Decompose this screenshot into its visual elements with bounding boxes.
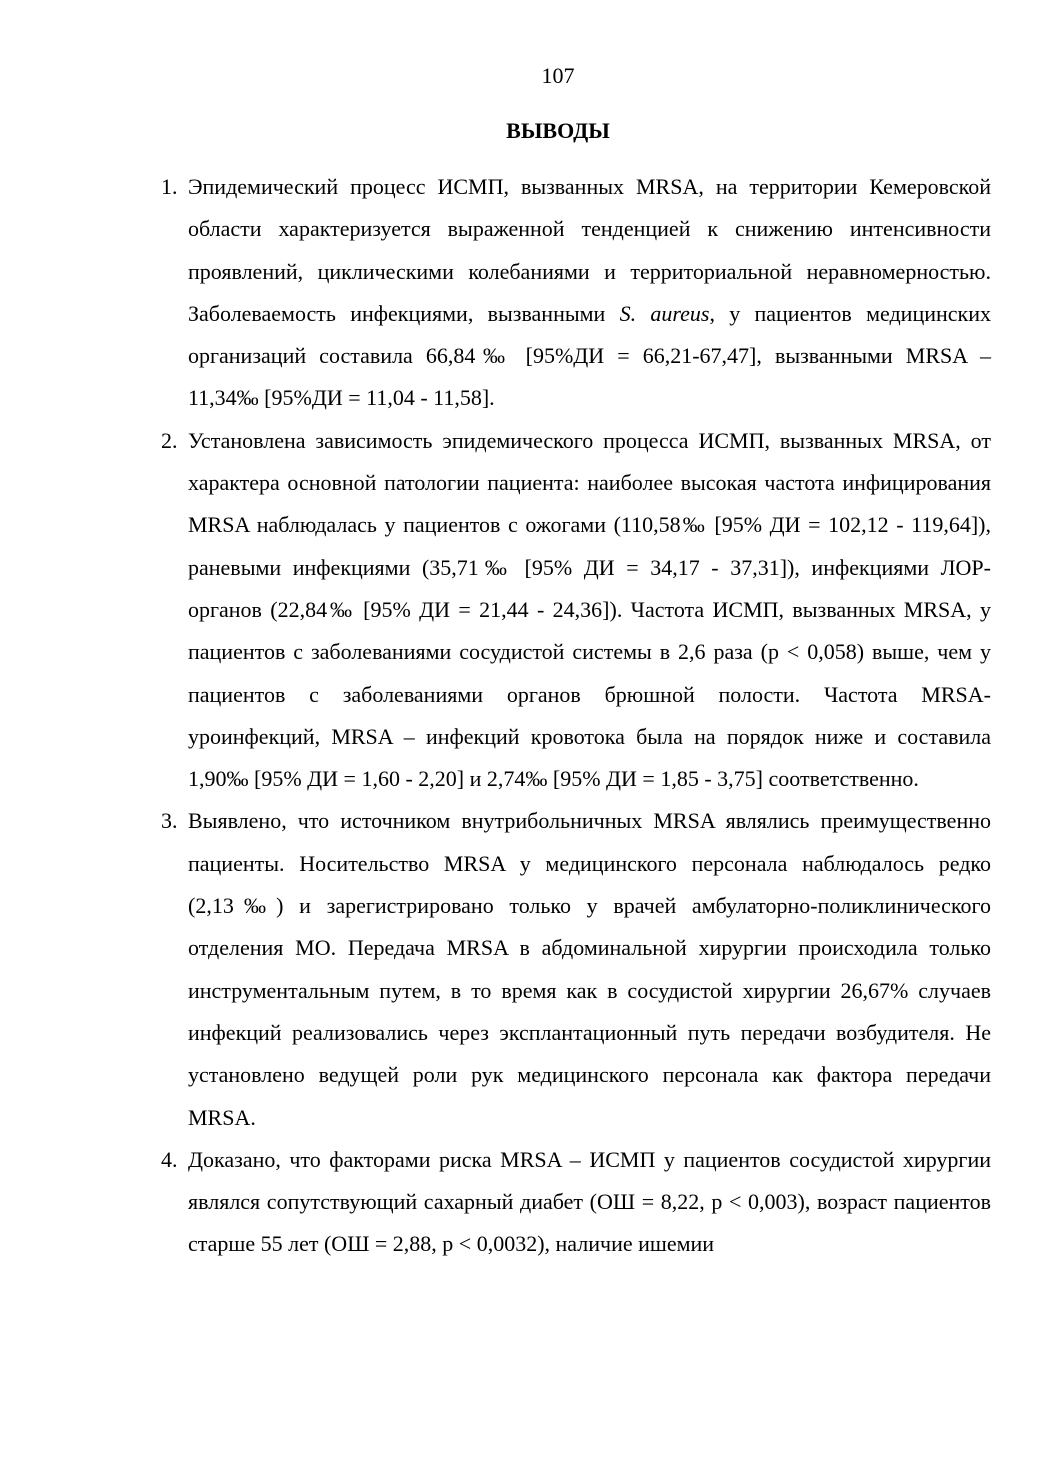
conclusion-number: 1. [161, 174, 178, 199]
conclusion-number: 4. [161, 1146, 178, 1172]
conclusion-item [161, 1139, 991, 1266]
conclusion-number: 3. [161, 808, 178, 834]
conclusion-text: Выявлено, что источником внутрибольничных MRSA являлись преимущественно пациенты. Носительство MRSA у медицинского персонала наблюдалось редко (2,13‰) и зарегистрировано только у врачей амбулаторно-поликлинического отделения МО. Передача MRSA в абдоминальной хирургии происходила только инструментальным путем, в то время как в сосудистой хирургии 26,67% случаев инфекций реализовались через эксплантационный путь передачи возбудителя. Не установлено ведущей роли рук медицинского персонала как фактора передачи MRSA. [188, 808, 991, 1130]
page-title: ВЫВОДЫ [506, 118, 610, 143]
conclusion-text-part: Эпидемический процесс ИСМП, вызванных MRSA, на территории Кемеровской области характеризуется выраженной тенденцией к снижению интенсивности проявлений, циклическими колебаниями и территориальной неравномерностью. Заболеваемость инфекциями, вызванными [188, 174, 991, 326]
conclusion-number: 2. [161, 427, 178, 453]
conclusion-text: Установлена зависимость эпидемического процесса ИСМП, вызванных MRSA, от характера основной патологии пациента: наиболее высокая частота инфицирования MRSA наблюдалась у пациентов с ожогами (110,58‰ [95% ДИ = 102,12 - 119,64]), раневыми инфекциями (35,71‰ [95% ДИ = 34,17 - 37,31]), инфекциями ЛОР-органов (22,84‰ [95% ДИ = 21,44 - 24,36]). Частота ИСМП, вызванных MRSA, у пациентов с заболеваниями сосудистой системы в 2,6 раза (р < 0,058) выше, чем у пациентов с заболеваниями органов брюшной полости. Частота MRSA-уроинфекций, MRSA – инфекций кровотока была на порядок ниже и составила 1,90‰ [95% ДИ = 1,60 - 2,20] и 2,74‰ [95% ДИ = 1,85 - 3,75] соответственно. [188, 427, 991, 792]
conclusion-item [161, 420, 991, 801]
conclusion-text-part: , у пациентов медицинских организаций составила 66,84‰ [95%ДИ = 66,21-67,47], вызванными MRSA – 11,34‰ [95%ДИ = 11,04 - 11,58]. [188, 300, 991, 411]
conclusion-text [188, 166, 991, 420]
page-number: 107 [541, 63, 575, 88]
conclusions-list [161, 166, 991, 1266]
organism-name: S. aureus [619, 300, 710, 326]
conclusion-text: Доказано, что факторами риска MRSA – ИСМП у пациентов сосудистой хирургии являлся сопутствующий сахарный диабет (ОШ = 8,22, р < 0,003), возраст пациентов старше 55 лет (ОШ = 2,88, р < 0,0032), наличие ишемии [188, 1146, 991, 1257]
conclusion-item [161, 166, 991, 420]
conclusion-item [161, 800, 991, 1138]
